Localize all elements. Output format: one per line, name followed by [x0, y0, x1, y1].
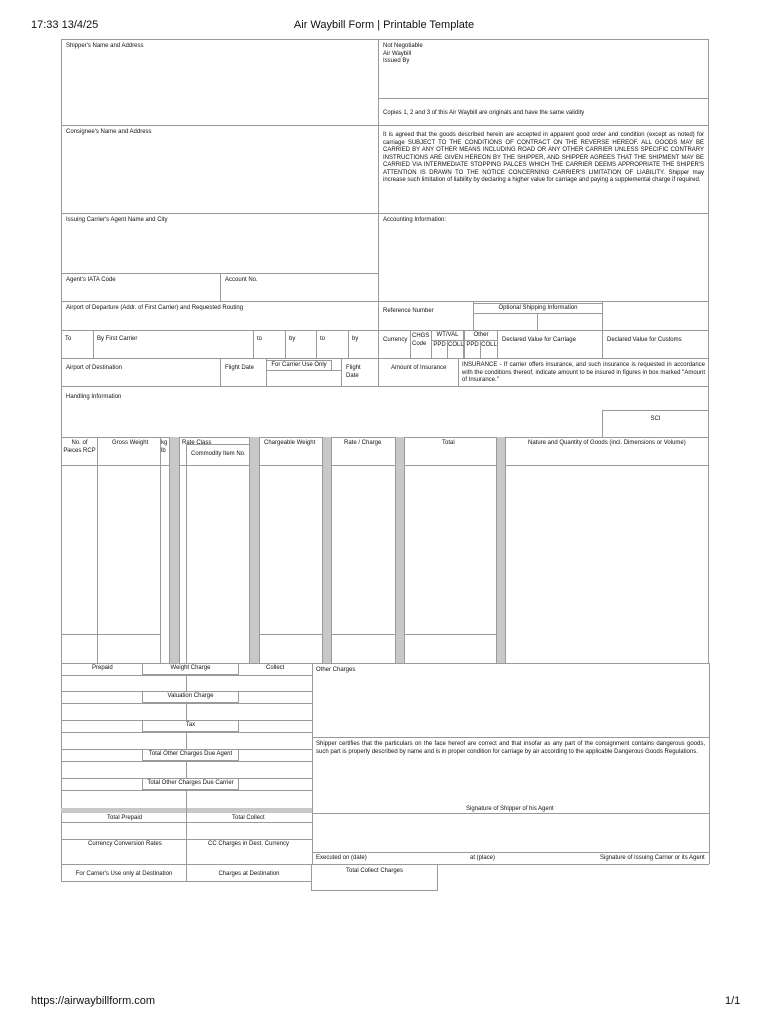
- declared-carriage-label: Declared Value for Carriage: [502, 337, 576, 343]
- total-prepaid-label: Total Prepaid: [107, 815, 143, 821]
- shipper-label: Shipper's Name and Address: [66, 43, 144, 49]
- cc-charges-label: CC Charges in Dest. Currency: [208, 841, 290, 847]
- print-datetime: 17:33 13/4/25: [31, 19, 99, 31]
- optional-shipping-field-1[interactable]: [473, 313, 538, 331]
- footer-url[interactable]: https://airwaybillform.com: [31, 995, 156, 1007]
- wt-val-label: WT/VAL: [431, 331, 464, 341]
- rate-class-shade: [249, 437, 259, 664]
- signature-shipper-label: Signature of Shipper of his Agent: [466, 806, 554, 812]
- ppd-2-box[interactable]: PPD: [464, 340, 481, 359]
- reference-number-field[interactable]: [378, 301, 474, 331]
- rate-charge-header: Rate / Charge: [344, 440, 382, 446]
- accounting-field[interactable]: [378, 213, 709, 302]
- coll-2-box[interactable]: COLL: [480, 340, 498, 359]
- coll-1-box[interactable]: COLL: [447, 340, 464, 359]
- by-3-label: by: [352, 336, 359, 342]
- chgs-code-label: CHGS Code: [412, 333, 430, 347]
- chgs-code-field[interactable]: [410, 330, 432, 359]
- consignee-label: Consignee's Name and Address: [66, 129, 152, 135]
- kg-lb-shade: [169, 437, 179, 664]
- other-due-carrier-label: Total Other Charges Due Carrier: [142, 778, 239, 790]
- other-charges-field[interactable]: [313, 676, 708, 736]
- airport-destination-field[interactable]: [61, 358, 221, 387]
- to-2-label: to: [257, 336, 263, 342]
- other-charges-label: Other Charges: [316, 667, 356, 673]
- rate-class-header: Rate Class: [182, 440, 212, 446]
- issuer-box: [378, 39, 709, 99]
- account-no-label: Account No.: [225, 277, 258, 283]
- airport-departure-field[interactable]: [61, 301, 379, 331]
- prepaid-label: Prepaid: [92, 665, 113, 671]
- total-header: Total: [442, 440, 455, 446]
- weight-charge-label: Weight Charge: [142, 663, 239, 675]
- account-no-field[interactable]: [220, 273, 379, 302]
- optional-shipping-field-3[interactable]: [602, 301, 709, 331]
- charges-destination-field[interactable]: [186, 864, 312, 882]
- gross-weight-header: Gross Weight: [112, 440, 149, 446]
- airport-departure-label: Airport of Departure (Addr. of First Carrier) and Requested Routing: [66, 305, 244, 311]
- other-due-agent-label: Total Other Charges Due Agent: [142, 749, 239, 761]
- to-3-label: to: [320, 336, 326, 342]
- conditions-text: It is agreed that the goods described herein are accepted in apparent good order and condition (except as noted) for carriage SUBJECT TO THE CONDITIONS OF CONTRACT ON THE REVERSE HEREOF. ALL GOODS MAY BE CARRIED BY ANY OTHER MEANS INCLUDING ROAD OR ANY OTHER CARRIER UNLESS SPECIFIC CONTRARY INSTRUCTIONS ARE GIVEN HEREON BY THE SHIPPER, AND SHIPPER AGREES THAT THE SHIPMENT MAY BE CARRIED VIA INTERMEDIATE STOPPING PALCES WHICH THE CARRIER DEEMS APPROPRIATE THE SHIPER'S ATTENTION IS DRAWN TO THE NOTICE CONCERNING CARRIER'S LIMITATION OF LIABILITY. Shipper may increase such limitation of liability by declaring a higher value for carriage and paying a supplemental charge if required.: [378, 125, 709, 214]
- total-shade: [496, 437, 505, 664]
- sci-label: SCI: [650, 416, 661, 422]
- at-place-label: at (place): [470, 855, 496, 861]
- shipper-field[interactable]: [61, 39, 379, 126]
- total-collect-charges-field[interactable]: [311, 864, 438, 891]
- flight-date-2-field[interactable]: [341, 358, 379, 387]
- page-number: 1/1: [725, 995, 741, 1007]
- carrier-use-only-field[interactable]: [266, 370, 342, 387]
- insurance-text: INSURANCE - If carrier offers insurance, and such insurance is requested in accordance with the conditions thereof, indicate amount to be insured in figures in box marked "Amount of Insurance.": [458, 358, 709, 387]
- to-label: To: [65, 336, 72, 342]
- by-first-carrier-label: By First Carrier: [97, 336, 138, 342]
- sci-field[interactable]: [602, 410, 709, 438]
- carrier-use-only-label: For Carrier Use Only: [266, 360, 332, 371]
- routing-row: [61, 330, 379, 359]
- flight-date-2-label: Flight Date: [346, 365, 361, 379]
- signature-carrier-label: Signature of Issuing Carrier or its Agent: [600, 855, 705, 861]
- commodity-header: Commodity Item No.: [191, 451, 246, 457]
- issuing-agent-label: Issuing Carrier's Agent Name and City: [66, 217, 168, 223]
- total-collect-label: Total Collect: [232, 815, 265, 821]
- pieces-header: No. of Pieces RCP: [63, 440, 96, 454]
- optional-shipping-field-2[interactable]: [537, 313, 603, 331]
- air-waybill-label: Air Waybill: [383, 50, 412, 57]
- amount-insurance-label: Amount of Insurance: [391, 365, 447, 371]
- currency-conversion-label: Currency Conversion Rates: [88, 841, 162, 847]
- issued-by-label: Issued By: [383, 58, 410, 64]
- reference-number-label: Reference Number: [383, 308, 434, 314]
- flight-date-field[interactable]: [220, 358, 267, 387]
- collect-label: Collect: [266, 665, 285, 671]
- valuation-label: Valuation Charge: [142, 691, 239, 703]
- nature-header: Nature and Quantity of Goods (incl. Dimensions or Volume): [528, 440, 686, 446]
- amount-insurance-field[interactable]: [378, 358, 459, 387]
- other-label: Other: [464, 331, 498, 341]
- by-2-label: by: [289, 336, 296, 342]
- carrier-use-dest-field[interactable]: [61, 864, 187, 882]
- optional-shipping-label: Optional Shipping Information: [473, 303, 603, 314]
- kg-lb-header: kg lb: [161, 440, 168, 454]
- currency-field[interactable]: [378, 330, 411, 359]
- shipper-certifies-text: Shipper certifies that the particulars on the face hereof are correct and that insofar as any part of the consignment contains dangerous goods, such part is properly described by name and is in proper condition for carriage by air according to the applicable Dangerous Goods Regulations.: [316, 741, 705, 755]
- declared-customs-field[interactable]: [602, 330, 709, 359]
- consignee-field[interactable]: [61, 125, 379, 214]
- rate-charge-shade: [395, 437, 404, 664]
- airport-destination-label: Airport of Destination: [66, 365, 123, 371]
- declared-carriage-field[interactable]: [497, 330, 603, 359]
- currency-label: Currency: [383, 337, 408, 343]
- not-negotiable-label: Not Negotiable: [383, 43, 423, 49]
- declared-customs-label: Declared Value for Customs: [607, 337, 682, 343]
- agent-iata-label: Agent's IATA Code: [66, 277, 116, 283]
- page-title: Air Waybill Form | Printable Template: [293, 19, 475, 31]
- chargeable-weight-header: Chargeable Weight: [264, 440, 316, 446]
- chargeable-shade: [322, 437, 331, 664]
- charges-destination-label: Charges at Destination: [218, 871, 280, 877]
- tax-label: Tax: [142, 720, 239, 732]
- agent-iata-field[interactable]: [61, 273, 221, 302]
- ppd-1-box[interactable]: PPD: [431, 340, 448, 359]
- carrier-use-dest-label: For Carrier's Use only at Destination: [75, 871, 173, 877]
- total-collect-charges-label: Total Collect Charges: [345, 868, 404, 874]
- handling-label: Handling Information: [66, 394, 122, 400]
- copies-note: Copies 1, 2 and 3 of this Air Waybill are originals and have the same validity: [378, 98, 709, 126]
- executed-on-label: Executed on (date): [316, 855, 367, 861]
- goods-table: [61, 437, 709, 664]
- issuing-agent-field[interactable]: [61, 213, 379, 274]
- flight-date-label: Flight Date: [225, 365, 255, 371]
- accounting-label: Accounting Information:: [383, 217, 447, 223]
